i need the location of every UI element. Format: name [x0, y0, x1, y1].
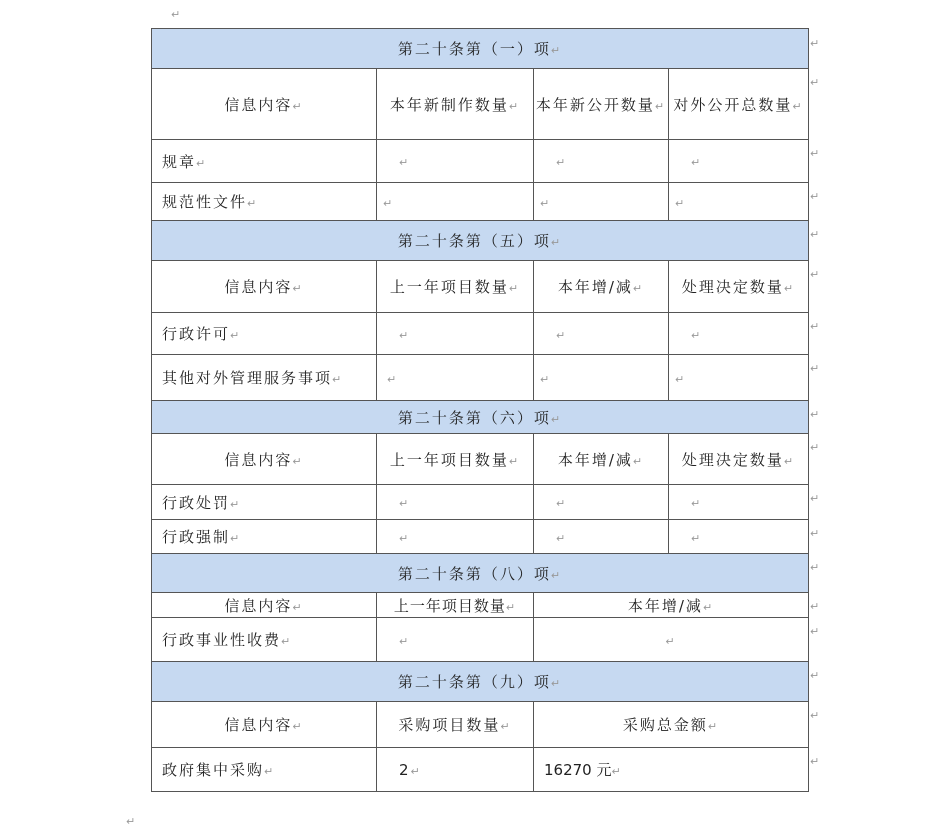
section-title: 第二十条第（一）项↵: [152, 29, 809, 69]
paragraph-mark: ↵: [126, 815, 136, 828]
section-header-row: [152, 401, 809, 434]
row-label: 行政许可↵: [152, 313, 377, 355]
value-cell: ↵: [669, 140, 809, 183]
header-cell: 对外公开总数量↵: [669, 69, 809, 140]
header-cell: 上一年项目数量↵: [377, 261, 534, 313]
section-title: 第二十条第（八）项↵: [152, 554, 809, 593]
section-header-row: [152, 662, 809, 702]
row-label: 规范性文件↵: [152, 183, 377, 221]
row-label: 行政事业性收费↵: [152, 618, 377, 662]
value-cell: ↵: [534, 618, 809, 662]
row-end-mark: ↵: [810, 561, 820, 574]
header-cell: 信息内容↵: [152, 69, 377, 140]
header-cell: 上一年项目数量↵: [377, 593, 534, 618]
row-end-mark: ↵: [810, 76, 820, 89]
row-end-mark: ↵: [810, 709, 820, 722]
row-end-mark: ↵: [810, 37, 820, 50]
header-cell: 信息内容↵: [152, 434, 377, 485]
value-cell: ↵: [534, 140, 669, 183]
row-label: 政府集中采购↵: [152, 748, 377, 792]
row-end-mark: ↵: [810, 362, 820, 375]
header-cell: 处理决定数量↵: [669, 434, 809, 485]
row-end-mark: ↵: [810, 268, 820, 281]
value-cell: ↵: [377, 313, 534, 355]
column-header-row: [152, 261, 809, 313]
header-cell: 采购项目数量↵: [377, 702, 534, 748]
value-cell: ↵: [669, 520, 809, 554]
value-cell: ↵: [669, 485, 809, 520]
table-row: [152, 485, 809, 520]
value-cell: ↵: [534, 355, 669, 401]
value-cell: ↵: [377, 355, 534, 401]
row-end-mark: ↵: [810, 625, 820, 638]
header-cell: 本年新制作数量↵: [377, 69, 534, 140]
header-cell: 本年增/减↵: [534, 434, 669, 485]
paragraph-mark: ↵: [171, 8, 181, 21]
column-header-row: [152, 434, 809, 485]
value-cell: ↵: [669, 313, 809, 355]
section-title: 第二十条第（五）项↵: [152, 221, 809, 261]
row-end-mark: ↵: [810, 441, 820, 454]
section-title: 第二十条第（九）项↵: [152, 662, 809, 702]
row-end-mark: ↵: [810, 527, 820, 540]
value-cell: ↵: [534, 313, 669, 355]
row-end-mark: ↵: [810, 190, 820, 203]
header-cell: 信息内容↵: [152, 261, 377, 313]
row-label: 其他对外管理服务事项↵: [152, 355, 377, 401]
value-cell: ↵: [669, 183, 809, 221]
table-row: [152, 140, 809, 183]
value-cell: 16270 元↵: [534, 748, 809, 792]
table-row: [152, 618, 809, 662]
row-end-mark: ↵: [810, 228, 820, 241]
section-title: 第二十条第（六）项↵: [152, 401, 809, 434]
column-header-row: [152, 69, 809, 140]
value-cell: ↵: [534, 485, 669, 520]
table-row: [152, 355, 809, 401]
header-cell: 处理决定数量↵: [669, 261, 809, 313]
row-end-mark: ↵: [810, 755, 820, 768]
section-header-row: [152, 554, 809, 593]
table-row: [152, 520, 809, 554]
column-header-row: [152, 593, 809, 618]
header-cell: 本年增/减↵: [534, 261, 669, 313]
value-cell: 2↵: [377, 748, 534, 792]
table-row: [152, 313, 809, 355]
section-header-row: [152, 29, 809, 69]
row-end-mark: ↵: [810, 669, 820, 682]
value-cell: ↵: [534, 520, 669, 554]
header-cell: 本年新公开数量↵: [534, 69, 669, 140]
header-cell: 信息内容↵: [152, 593, 377, 618]
row-end-mark: ↵: [810, 320, 820, 333]
column-header-row: [152, 702, 809, 748]
value-cell: ↵: [669, 355, 809, 401]
row-end-mark: ↵: [810, 408, 820, 421]
value-cell: ↵: [377, 618, 534, 662]
section-header-row: [152, 221, 809, 261]
value-cell: ↵: [377, 520, 534, 554]
header-cell: 上一年项目数量↵: [377, 434, 534, 485]
table-row: [152, 183, 809, 221]
row-end-mark: ↵: [810, 600, 820, 613]
row-label: 行政强制↵: [152, 520, 377, 554]
value-cell: ↵: [377, 183, 534, 221]
header-cell: 本年增/减↵: [534, 593, 809, 618]
value-cell: ↵: [377, 140, 534, 183]
row-label: 规章↵: [152, 140, 377, 183]
table-row: [152, 748, 809, 792]
value-cell: ↵: [377, 485, 534, 520]
row-label: 行政处罚↵: [152, 485, 377, 520]
row-end-mark: ↵: [810, 147, 820, 160]
value-cell: ↵: [534, 183, 669, 221]
header-cell: 采购总金额↵: [534, 702, 809, 748]
government-info-disclosure-table: [151, 28, 809, 792]
header-cell: 信息内容↵: [152, 702, 377, 748]
row-end-mark: ↵: [810, 492, 820, 505]
